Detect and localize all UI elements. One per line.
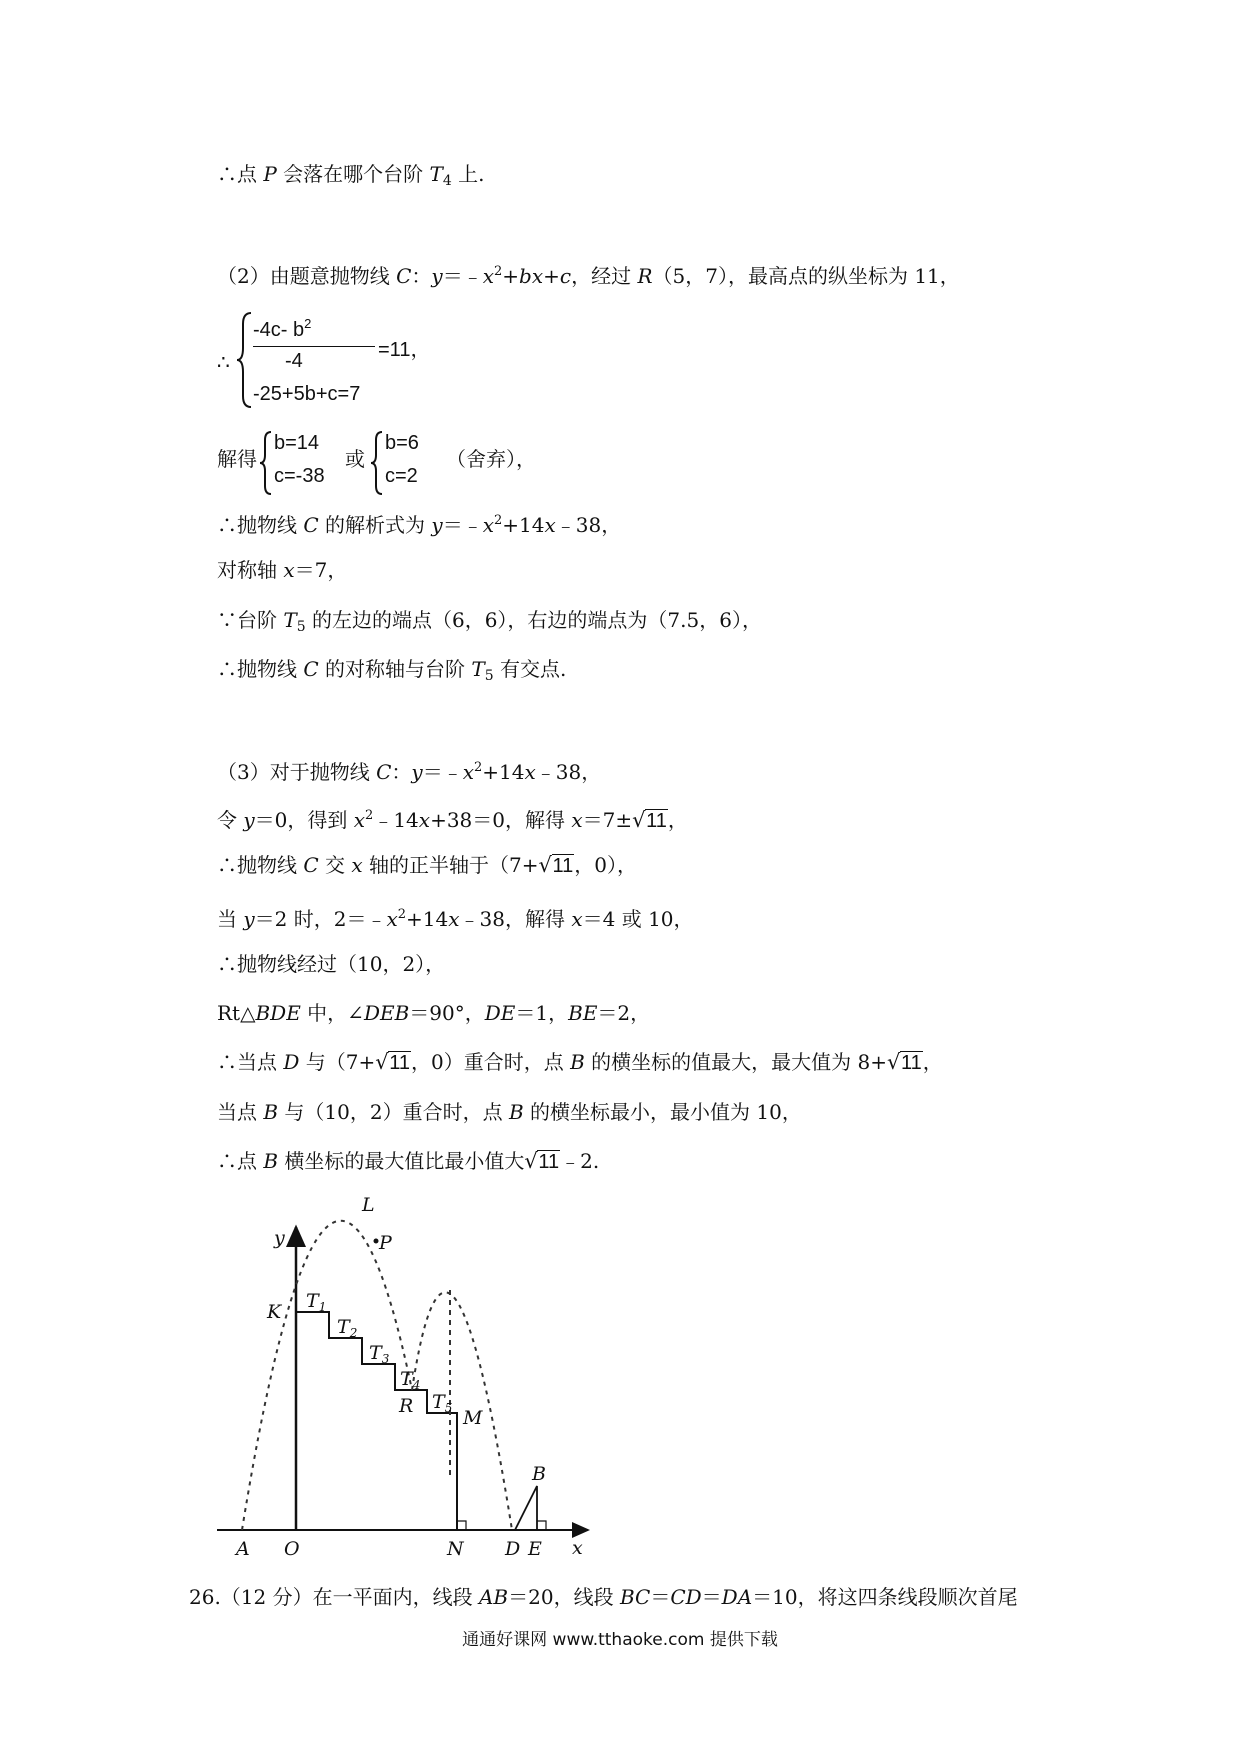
label-T3: $T_3$	[369, 1342, 390, 1366]
label-R: R	[399, 1395, 414, 1417]
solution-line: 令 y＝0，得到 $x^2﹣14x+38=0$，解得 x＝7± √ 11，	[217, 808, 688, 832]
page-footer: 通通好课网 www.tthaoke.com 提供下载	[462, 1630, 778, 1650]
label-A: A	[236, 1538, 250, 1560]
solution-line: ∴抛物线经过（10，2），	[217, 952, 446, 976]
label-T5: $T_5$	[432, 1391, 453, 1415]
parabola-L	[242, 1221, 412, 1530]
right-angle-mark	[457, 1521, 466, 1530]
solution-line: ∴抛物线 C 交 x 轴的正半轴于（7+ √ 11，0），	[217, 853, 638, 877]
solution-line: （2）由题意抛物线 C：$y=﹣x^2+bx+c$，经过 R（5，7），最高点的纵坐标为 11，	[217, 264, 960, 288]
label-P: P	[379, 1232, 392, 1254]
sqrt: √ 11	[524, 1149, 560, 1173]
fraction-numerator: -4c- $b^2$	[253, 316, 312, 341]
label-L: L	[362, 1194, 375, 1216]
solution-line: ∴点 B 横坐标的最大值比最小值大 √ 11﹣2.	[217, 1149, 600, 1173]
therefore-symbol: ∴	[217, 352, 230, 374]
solution-b: b=14	[274, 432, 320, 454]
solution-line: ∴当点 D 与（7+ √ 11，0）重合时，点 B 的横坐标的值最大，最大值为 8+ √ 11，	[217, 1050, 943, 1074]
discard-note: （舍弃），	[446, 447, 536, 471]
sqrt: √ 11	[538, 853, 574, 877]
solution-line: Rt△BDE 中，∠DEB＝90°，DE＝1，BE＝2，	[217, 1001, 651, 1025]
sqrt: √ 11	[632, 808, 667, 832]
y-axis-label: y	[274, 1227, 285, 1249]
solution-line: 对称轴 x＝7，	[217, 558, 348, 582]
label-T4: $T_4$	[400, 1368, 421, 1392]
solution-line: ∵台阶 $T_5$ 的左边的端点（6，6），右边的端点为（7.5，6），	[217, 608, 762, 635]
solution-line: ∴点 P 会落在哪个台阶 $T_4$ 上.	[217, 162, 485, 189]
label-O: O	[284, 1538, 300, 1560]
sqrt: √ 11	[887, 1050, 922, 1074]
sqrt: √ 11	[375, 1050, 411, 1074]
or-label: 或	[345, 447, 365, 471]
label-K: K	[267, 1301, 282, 1323]
label-D: D	[505, 1538, 521, 1560]
label-M: M	[463, 1407, 483, 1429]
fraction-denominator: -4	[285, 350, 303, 372]
label-E: E	[528, 1538, 542, 1560]
solution-b: b=6	[385, 432, 419, 454]
label-T2: $T_2$	[337, 1316, 358, 1340]
label-N: N	[447, 1538, 464, 1560]
point-P	[374, 1239, 379, 1244]
solution-c: c=-38	[274, 465, 325, 487]
x-axis-label: x	[572, 1537, 583, 1559]
equation-row: -25+5b+c=7	[253, 383, 361, 405]
right-angle-mark	[537, 1521, 546, 1530]
label-T1: $T_1$	[306, 1290, 327, 1314]
label-B: B	[532, 1463, 546, 1485]
solution-line: 当 y＝2 时，$2=﹣x^2+14x﹣38$，解得 x＝4 或 10，	[217, 907, 694, 931]
solution-c: c=2	[385, 465, 418, 487]
solve-label: 解得	[217, 447, 257, 471]
equation-rhs: =11，	[378, 337, 431, 361]
solution-line: ∴抛物线 C 的对称轴与台阶 $T_5$ 有交点.	[217, 657, 567, 684]
solution-line: 当点 B 与（10，2）重合时，点 B 的横坐标最小，最小值为 10，	[217, 1100, 802, 1124]
solution-line: ∴抛物线 C 的解析式为 $y=﹣x^2+14x﹣38$，	[217, 513, 622, 537]
triangle-BDE	[515, 1486, 537, 1530]
question-26: 26.（12 分）在一平面内，线段 AB＝20，线段 BC＝CD＝DA＝10，将这四条线段顺次首尾	[189, 1585, 1018, 1609]
solution-line: （3）对于抛物线 C：$y=﹣x^2+14x﹣38$，	[217, 760, 602, 784]
